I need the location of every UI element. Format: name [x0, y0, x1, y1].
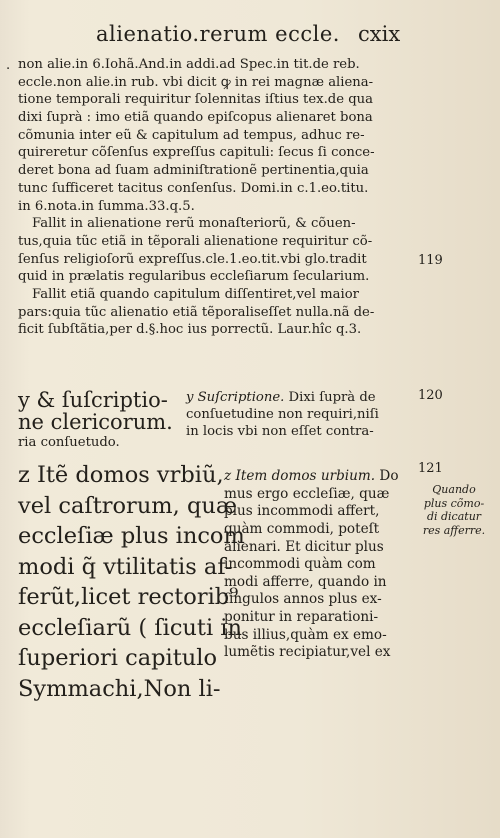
- lemma-line: Symmachi,Non li-: [18, 675, 221, 702]
- text-line: cõmunia inter eũ & capitulum ad tempus, adhuc re-: [18, 127, 365, 143]
- folio-number: cxix: [358, 22, 401, 46]
- gloss-line: modi afferre, quando in: [224, 573, 387, 590]
- lemma-line: vel caſtrorum, quæ: [18, 492, 237, 519]
- lemma-line: y & ſuſcriptio-: [18, 388, 168, 412]
- gloss-text: Dixi ſuprà de: [284, 390, 376, 405]
- gloss-line: bus illius,quàm ex emo-: [224, 626, 387, 643]
- text-line: tione temporali requiritur ſolennitas iſtius tex.de qua: [18, 92, 374, 108]
- text-line: dixi ſuprà : imo etiã quando epiſcopus alienaret bona: [18, 110, 373, 126]
- section-y-gloss: [186, 389, 416, 440]
- text-line: pars:quia tũc alienatio etiã tẽporaliseſſet nulla.nã de-: [18, 304, 375, 320]
- text-line: eccle.non alie.in rub. vbi dicit ꝙ in rei magnæ aliena-: [18, 74, 374, 90]
- lemma-line: z Itẽ domos vrbiũ,: [18, 462, 224, 488]
- gloss-tail: ria conſuetudo.: [18, 435, 120, 450]
- gloss-line: incommodi quàm com: [224, 556, 376, 573]
- text-line: Fallit in alienatione rerũ monaſteriorũ, & cõuen-: [32, 216, 356, 232]
- lemma-line: ferũt,licet rectorib⁹: [18, 584, 239, 610]
- gloss-line: quàm commodi, poteſt: [224, 520, 380, 537]
- gloss-line: [224, 468, 420, 486]
- section-z-lemma: [18, 460, 245, 704]
- main-text-block: [18, 56, 410, 339]
- text-line: Fallit etiã quando capitulum diſſentiret,vel maior: [32, 286, 359, 302]
- margin-number: 119: [418, 253, 443, 268]
- text-line: tus,quia tũc etiã in tẽporali alienatione requiritur cõ-: [18, 233, 373, 249]
- gloss-line: [186, 389, 416, 406]
- gloss-line: in locis vbi non eſſet contra-: [186, 424, 374, 439]
- gloss-line: ſingulos annos plus ex-: [224, 591, 382, 608]
- gloss-line: mus ergo eccleſiæ, quæ: [224, 485, 390, 502]
- text-line: quireretur cõſenſus expreſſus capituli: ſecus ſi conce-: [18, 145, 375, 161]
- lemma-line: eccleſiæ plus incom: [18, 523, 245, 549]
- margin-number: 120: [418, 388, 443, 403]
- gloss-line: alienari. Et dicitur plus: [224, 538, 384, 555]
- text-line: ficit ſubſtãtia,per d.§.hoc ius porrectũ. Laur.hîc q.3.: [18, 322, 362, 338]
- marginal-note: [408, 483, 500, 537]
- text-line: ſenſus religioſorũ expreſſus.cle.1.eo.tit.vbi glo.tradit: [18, 251, 367, 267]
- note-line: Quando: [432, 483, 476, 496]
- gloss-line: conſuetudine non requiri,niſi: [186, 407, 379, 422]
- gloss-line: lumẽtis recipiatur,vel ex: [224, 644, 391, 661]
- text-line: deret bona ad ſuam adminiſtrationẽ pertinentia,quia: [18, 163, 369, 179]
- gloss-lemma: y Suſcriptione.: [186, 390, 285, 405]
- note-line: plus cõmo-: [423, 496, 485, 510]
- running-title: alienatio.rerum eccle.: [96, 22, 340, 46]
- note-line: di dicatur: [426, 510, 482, 523]
- gloss-text: Do: [375, 468, 399, 484]
- lemma-line: ne clericorum.: [18, 410, 173, 434]
- text-line: in 6.nota.in ſumma.33.q.5.: [18, 198, 195, 214]
- gloss-line: ponitur in reparationi-: [224, 609, 379, 626]
- lemma-line: modi q̃ vtilitatis af-: [18, 553, 233, 580]
- note-line: res afferre.: [422, 523, 486, 537]
- text-line: non alie.in 6.Iohã.And.in addi.ad Spec.in tit.de reb.: [18, 57, 360, 72]
- section-y-lemma: [18, 389, 188, 433]
- section-z-gloss: [224, 468, 420, 662]
- text-line: quid in prælatis regularibus eccleſiarum ſecularium.: [18, 269, 370, 285]
- gloss-line: plus incommodi affert,: [224, 503, 380, 520]
- margin-dot: .: [6, 58, 11, 73]
- text-line: tunc ſufficeret tacitus conſenſus. Domi.in c.1.eo.titu.: [18, 180, 369, 196]
- running-header: [0, 22, 500, 48]
- lemma-line: eccleſiarũ ( ſicuti in: [18, 614, 242, 641]
- gloss-lemma: z Item domos urbium.: [224, 468, 376, 484]
- lemma-line: ſuperiori capitulo: [18, 645, 218, 671]
- margin-number: 121: [418, 461, 443, 476]
